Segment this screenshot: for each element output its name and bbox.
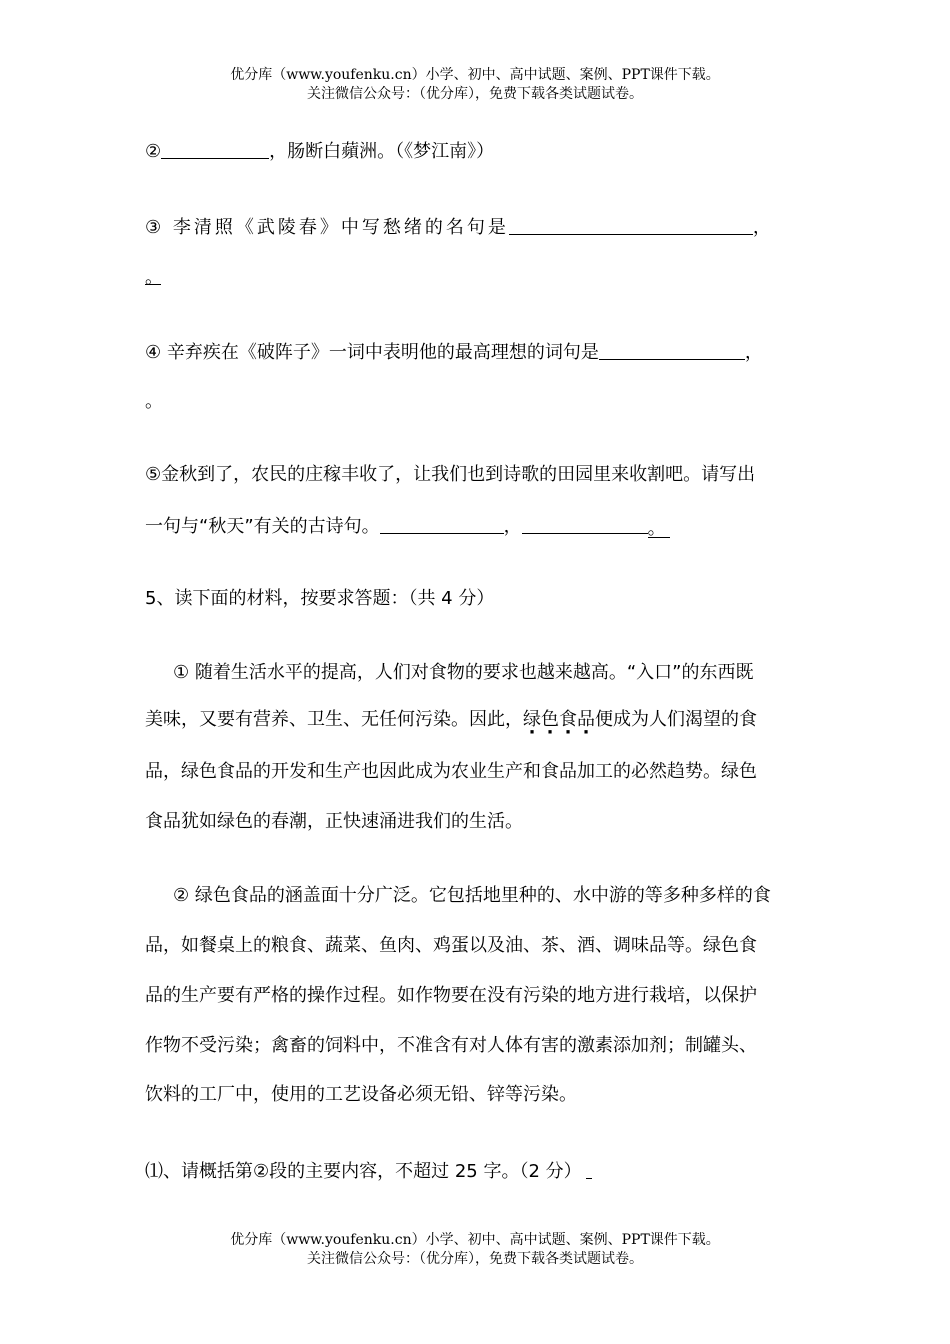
dotted-char: 色 xyxy=(541,709,559,730)
item-2-text: ，肠断白蘋洲。（《梦江南》） xyxy=(269,141,495,162)
dotted-char: 食 xyxy=(559,709,577,730)
p2-line-5: 饮料的工厂中，使用的工艺设备必须无铅、锌等污染。 xyxy=(145,1084,577,1105)
header-line-2: 关注微信公众号：（优分库），免费下载各类试题试卷。 xyxy=(307,86,643,102)
item-3-text: ③ 李清照《武陵春》中写愁绪的名句是 xyxy=(145,217,509,238)
q4-item-3 xyxy=(145,214,810,240)
q5-title: 5、读下面的材料，按要求答题：（共 4 分） xyxy=(145,588,495,609)
p1-line-2 xyxy=(145,708,810,732)
q4-item-2 xyxy=(145,138,810,164)
item-3-comma: ， xyxy=(752,217,774,238)
footer-line-1: 优分库（www.youfenku.cn）小学、初中、高中试题、案例、PPT课件下载。 xyxy=(230,1232,720,1248)
sub-question-1 xyxy=(145,1158,810,1184)
footer-line-2: 关注微信公众号：（优分库），免费下载各类试题试卷。 xyxy=(307,1251,643,1267)
answer-blank[interactable] xyxy=(599,339,745,360)
p1-line-2-post: 便成为人们渴望的食 xyxy=(595,709,757,730)
item-5-end: 。 xyxy=(647,518,666,539)
answer-blank[interactable] xyxy=(586,1158,592,1179)
p2-line-2: 品，如餐桌上的粮食、蔬菜、鱼肉、鸡蛋以及油、茶、酒、调味品等。绿色食 xyxy=(145,935,757,956)
answer-blank[interactable] xyxy=(145,266,163,288)
q4-item-4-cont xyxy=(145,390,810,414)
p1-line-3: 品，绿色食品的开发和生产也因此成为农业生产和食品加工的必然趋势。绿色 xyxy=(145,761,757,782)
q4-item-5-line-2 xyxy=(145,513,810,539)
item-4-end: 。 xyxy=(145,391,163,412)
answer-blank[interactable] xyxy=(648,517,670,538)
dotted-char: 品 xyxy=(577,709,595,730)
item-3-end: 。 xyxy=(145,267,163,288)
sub-question-1-text: ⑴、请概括第②段的主要内容，不超过 25 字。（2 分） xyxy=(145,1161,582,1182)
answer-blank[interactable] xyxy=(161,138,269,159)
q4-item-4 xyxy=(145,339,810,365)
page-footer xyxy=(0,1231,950,1269)
p2-line-1: ② 绿色食品的涵盖面十分广泛。它包括地里种的、水中游的等多种多样的食 xyxy=(173,885,771,906)
answer-blank[interactable] xyxy=(509,214,753,235)
item-5-comma: ， xyxy=(503,516,522,537)
item-2-number: ② xyxy=(145,141,162,162)
item-4-text: ④ 辛弃疾在《破阵子》一词中表明他的最高理想的词句是 xyxy=(145,342,599,363)
p2-line-4: 作物不受污染；禽畜的饲料中，不准含有对人体有害的激素添加剂；制罐头、 xyxy=(145,1035,757,1056)
header-line-1: 优分库（www.youfenku.cn）小学、初中、高中试题、案例、PPT课件下载。 xyxy=(230,67,720,83)
item-4-comma: ， xyxy=(744,342,763,363)
p2-line-3: 品的生产要有严格的操作过程。如作物要在没有污染的地方进行栽培，以保护 xyxy=(145,985,757,1006)
item-5-text: 一句与“秋天”有关的古诗句。 xyxy=(145,516,380,537)
p1-line-2-pre: 美味，又要有营养、卫生、无任何污染。因此， xyxy=(145,709,523,730)
q4-item-3-cont xyxy=(145,264,810,288)
page-header xyxy=(0,66,950,104)
answer-blank[interactable] xyxy=(380,513,504,534)
q4-item-5-line-1: ⑤金秋到了，农民的庄稼丰收了，让我们也到诗歌的田园里来收割吧。请写出 xyxy=(145,464,756,485)
dotted-char: 绿 xyxy=(523,709,541,730)
answer-blank[interactable] xyxy=(522,513,648,534)
p1-line-1: ① 随着生活水平的提高，人们对食物的要求也越来越高。“入口”的东西既 xyxy=(173,662,754,683)
p1-line-4: 食品犹如绿色的春潮，正快速涌进我们的生活。 xyxy=(145,811,523,832)
